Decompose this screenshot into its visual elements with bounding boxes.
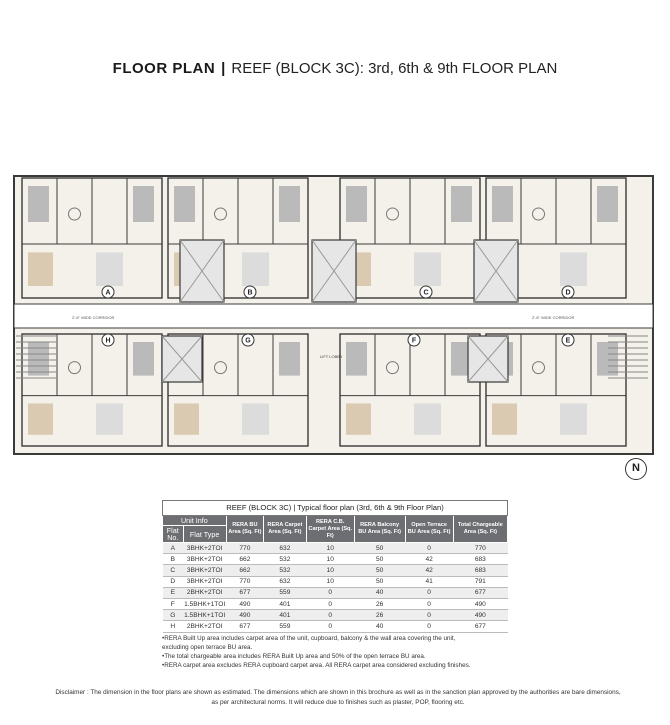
table-cell: 10: [306, 565, 354, 576]
table-cell: 2BHK+2TOI: [183, 621, 226, 632]
table-cell: E: [163, 587, 184, 598]
table-cell: 677: [226, 621, 263, 632]
note-line: excluding open terrace BU area.: [162, 644, 253, 651]
col-header: Flat Type: [183, 526, 226, 543]
table-cell: 26: [354, 610, 405, 621]
table-row: [163, 554, 508, 565]
table-cell: 532: [264, 554, 307, 565]
toilet-area: [96, 252, 123, 286]
flat-marker-label: A: [105, 289, 111, 297]
floor-plan-svg: [12, 158, 655, 458]
north-arrow-icon: N: [625, 458, 647, 480]
table-row: [163, 543, 508, 554]
col-header: RERA Carpet Area (Sq. Ft): [264, 516, 307, 543]
bed-icon: [492, 186, 513, 222]
table-cell: 3BHK+2TOI: [183, 543, 226, 554]
floor-wood: [492, 403, 517, 434]
bed-icon: [133, 342, 154, 376]
disclaimer: [18, 688, 658, 708]
table-cell: 662: [226, 565, 263, 576]
toilet-area: [414, 403, 441, 434]
disclaimer-line: as per architectural norms. It will reduce due to finishes such as plaster, POP, flooring etc.: [211, 699, 465, 706]
table-cell: 50: [354, 554, 405, 565]
corridor-label-right: 2'-6" WIDE CORRIDOR: [532, 315, 575, 320]
table-cell: 50: [354, 565, 405, 576]
table-cell: 677: [226, 587, 263, 598]
toilet-area: [414, 252, 441, 286]
table-cell: 677: [453, 587, 507, 598]
table-cell: 0: [306, 621, 354, 632]
table-cell: 401: [264, 610, 307, 621]
area-table: [162, 500, 508, 633]
table-row: [163, 610, 508, 621]
table-cell: 40: [354, 587, 405, 598]
table-cell: 3BHK+2TOI: [183, 565, 226, 576]
bed-icon: [174, 186, 195, 222]
flat-marker-label: F: [411, 337, 417, 345]
floor-wood: [28, 252, 53, 286]
table-cell: 0: [306, 587, 354, 598]
table-cell: 683: [453, 554, 507, 565]
table-cell: D: [163, 576, 184, 587]
area-table-container: [162, 500, 508, 633]
floor-wood: [174, 403, 199, 434]
table-row: [163, 587, 508, 598]
disclaimer-line: Disclaimer : The dimension in the floor plans are shown as estimated. The dimensions which are shown in this brochure as well as in the sanction plan approved by the authorities are bare dimensions,: [55, 689, 621, 696]
bed-icon: [346, 186, 367, 222]
toilet-area: [96, 403, 123, 434]
flat-marker-label: D: [565, 289, 571, 297]
bed-icon: [133, 186, 154, 222]
table-cell: 41: [405, 576, 453, 587]
table-cell: 0: [405, 621, 453, 632]
table-cell: 3BHK+2TOI: [183, 554, 226, 565]
table-cell: H: [163, 621, 184, 632]
table-cell: C: [163, 565, 184, 576]
table-cell: 532: [264, 565, 307, 576]
table-cell: 490: [453, 610, 507, 621]
table-cell: 559: [264, 621, 307, 632]
heading-subtitle: REEF (BLOCK 3C): 3rd, 6th & 9th FLOOR PLAN: [231, 60, 558, 77]
bed-icon: [28, 342, 49, 376]
table-cell: 683: [453, 565, 507, 576]
table-cell: 559: [264, 587, 307, 598]
table-cell: 401: [264, 598, 307, 609]
table-cell: 490: [453, 598, 507, 609]
table-cell: 50: [354, 543, 405, 554]
table-group-unit-info: Unit Info: [163, 516, 227, 526]
table-cell: 632: [264, 543, 307, 554]
bed-icon: [279, 342, 300, 376]
note-line: •RERA carpet area excludes RERA cupboard carpet area. All RERA carpet area considered excluding finishes.: [162, 662, 471, 669]
table-cell: 632: [264, 576, 307, 587]
table-cell: 10: [306, 576, 354, 587]
table-cell: 42: [405, 554, 453, 565]
flat-marker-label: G: [245, 337, 251, 345]
table-row: [163, 598, 508, 609]
table-body: [163, 543, 508, 633]
page-heading: [0, 60, 670, 77]
bed-icon: [597, 186, 618, 222]
table-cell: 26: [354, 598, 405, 609]
table-cell: A: [163, 543, 184, 554]
table-notes: [162, 634, 522, 670]
table-cell: 1.5BHK+1TOI: [183, 610, 226, 621]
floor-wood: [346, 403, 371, 434]
table-cell: 770: [453, 543, 507, 554]
table-cell: 10: [306, 543, 354, 554]
table-cell: 490: [226, 598, 263, 609]
table-title: REEF (BLOCK 3C) | Typical floor plan (3rd, 6th & 9th Floor Plan): [163, 501, 508, 516]
table-cell: 42: [405, 565, 453, 576]
table-cell: 0: [405, 610, 453, 621]
table-row: [163, 565, 508, 576]
bed-icon: [279, 186, 300, 222]
flat-marker-label: E: [565, 337, 571, 345]
bed-icon: [28, 186, 49, 222]
toilet-area: [242, 403, 269, 434]
table-cell: 490: [226, 610, 263, 621]
table-cell: 40: [354, 621, 405, 632]
table-row: [163, 621, 508, 632]
table-cell: 1.5BHK+1TOI: [183, 598, 226, 609]
table-cell: 0: [306, 598, 354, 609]
toilet-area: [560, 403, 587, 434]
col-header: Flat No.: [163, 526, 184, 543]
table-cell: 0: [306, 610, 354, 621]
toilet-area: [560, 252, 587, 286]
floor-wood: [28, 403, 53, 434]
table-cell: B: [163, 554, 184, 565]
flat-marker-label: B: [247, 289, 253, 297]
toilet-area: [242, 252, 269, 286]
table-cell: 0: [405, 587, 453, 598]
note-line: •RERA Built Up area includes carpet area of the unit, cupboard, balcony & the wall area covering the unit,: [162, 635, 456, 642]
table-cell: 770: [226, 543, 263, 554]
bed-icon: [597, 342, 618, 376]
table-cell: 10: [306, 554, 354, 565]
table-cell: F: [163, 598, 184, 609]
col-header: Open Terrace BU Area (Sq. Ft): [405, 516, 453, 543]
table-cell: 662: [226, 554, 263, 565]
col-header: RERA BU Area (Sq. Ft): [226, 516, 263, 543]
floor-plan-drawing: [12, 158, 655, 458]
heading-separator: |: [221, 60, 226, 77]
bed-icon: [346, 342, 367, 376]
corridor-label-left: 2'-6" WIDE CORRIDOR: [72, 315, 115, 320]
col-header: Total Chargeable Area (Sq. Ft): [453, 516, 507, 543]
flat-marker-label: C: [423, 289, 429, 297]
table-cell: 770: [226, 576, 263, 587]
heading-title: FLOOR PLAN: [112, 60, 216, 77]
flat-marker-label: H: [105, 337, 111, 345]
col-header: RERA Balcony BU Area (Sq. Ft): [354, 516, 405, 543]
col-header: RERA C.B. Carpet Area (Sq. Ft): [306, 516, 354, 543]
table-cell: 677: [453, 621, 507, 632]
table-cell: 791: [453, 576, 507, 587]
table-cell: G: [163, 610, 184, 621]
table-cell: 3BHK+2TOI: [183, 576, 226, 587]
table-cell: 0: [405, 543, 453, 554]
note-line: •The total chargeable area includes RERA Built Up area and 50% of the open terrace BU area.: [162, 653, 426, 660]
bed-icon: [451, 186, 472, 222]
table-cell: 50: [354, 576, 405, 587]
table-cell: 2BHK+2TOI: [183, 587, 226, 598]
table-cell: 0: [405, 598, 453, 609]
table-row: [163, 576, 508, 587]
lift-lobby-label: LIFT LOBBY: [320, 354, 343, 359]
